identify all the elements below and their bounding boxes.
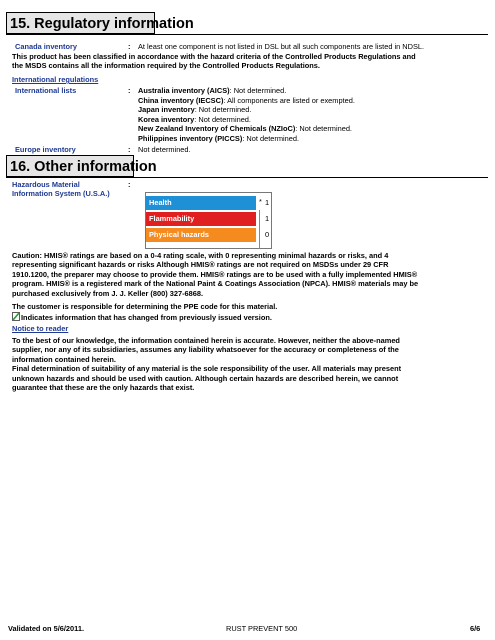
list-item-value: : Not determined. <box>242 133 300 143</box>
list-item-name: Korea inventory <box>138 114 195 124</box>
notice-to-reader-heading: Notice to reader <box>12 324 69 333</box>
footer-product-name: RUST PREVENT 500 <box>226 624 298 633</box>
list-item <box>138 134 355 144</box>
list-item-name: China inventory (IECSC) <box>138 95 224 105</box>
section-16-title: 16. Other information <box>6 155 134 177</box>
caution-line: representing significant hazards or risks Although HMIS® ratings are not required on MSDSs under 29 CFR <box>12 260 389 270</box>
footer-page-number: 6/6 <box>470 624 481 633</box>
list-item <box>138 86 355 96</box>
list-item-name: Australia inventory (AICS) <box>138 86 230 95</box>
list-item-name: New Zealand Inventory of Chemicals (NZIoC) <box>138 124 296 134</box>
notice-line: supplier, nor any of its subsidiaries, assumes any liability whatsoever for the accuracy or completeness of the <box>12 345 399 355</box>
list-item <box>138 105 355 115</box>
caution-paragraph <box>12 251 486 298</box>
hmis-physical-label: Physical hazards <box>146 228 256 242</box>
colon: : <box>128 145 131 154</box>
hmis-row-health <box>146 196 273 210</box>
classification-note-line: the MSDS contains all the information required by the Controlled Products Regulations. <box>12 61 320 71</box>
colon: : <box>128 42 131 51</box>
notice-line: information contained herein. <box>12 354 116 364</box>
hmis-label-line: Information System (U.S.A.) <box>12 189 110 199</box>
hmis-label <box>12 180 110 199</box>
canada-inventory-label: Canada inventory <box>15 42 78 51</box>
changed-note: Indicates information that has changed from previously issued version. <box>21 313 272 322</box>
section-16-rule <box>6 177 488 178</box>
hmis-flammability-label: Flammability <box>146 212 256 226</box>
list-item-value: : Not determined. <box>194 105 252 115</box>
notice-line: Final determination of suitability of any material is the sole responsibility of the user. All materials may present <box>12 364 402 374</box>
hmis-rating-box <box>145 192 272 249</box>
section-15-rule <box>6 34 488 35</box>
list-item-value: : Not determined. <box>229 86 287 95</box>
section-15-title: 15. Regulatory information <box>6 12 155 34</box>
hmis-health-label: Health <box>146 196 256 210</box>
colon: : <box>128 180 131 189</box>
caution-line: 1910.1200, the preparer may choose to provide them. HMIS® ratings are to be used with a fully implemented HMIS® <box>12 269 418 279</box>
hmis-divider <box>259 210 260 249</box>
footer-validated: Validated on 5/6/2011. <box>8 624 84 633</box>
caution-line: program. HMIS® is a registered mark of the National Paint & Coatings Association (NPCA). HMIS® materials may be <box>12 279 419 289</box>
list-item-value: : Not determined. <box>194 114 251 124</box>
hmis-flammability-value: 1 <box>265 214 270 223</box>
colon: : <box>128 86 131 95</box>
hmis-health-value: 1 <box>265 198 270 207</box>
classification-note-line: This product has been classified in accordance with the hazard criteria of the Controlled Products Regulations and <box>12 52 416 61</box>
notice-line: unknown hazards and should be used with caution. Although certain hazards are described herein, we cannot <box>12 373 399 383</box>
caution-line: purchased exclusively from J. J. Keller (800) 327-6868. <box>12 288 204 298</box>
list-item <box>138 96 355 106</box>
hmis-label-line: Hazardous Material <box>12 180 80 189</box>
list-item-value: : Not determined. <box>295 124 352 134</box>
notice-line: guarantee that these are the only hazards that exist. <box>12 383 195 393</box>
ppe-note: The customer is responsible for determining the PPE code for this material. <box>12 302 278 311</box>
list-item-name: Japan inventory <box>138 105 195 115</box>
europe-inventory-label: Europe inventory <box>15 145 76 154</box>
hmis-chronic-flag: * <box>259 197 262 206</box>
international-lists-label: International lists <box>15 86 77 95</box>
canada-inventory-value: At least one component is not listed in DSL but all such components are listed in NDSL. <box>138 42 425 51</box>
list-item-name: Philippines inventory (PICCS) <box>138 133 243 143</box>
list-item <box>138 115 355 125</box>
caution-line: Caution: HMIS® ratings are based on a 0-4 rating scale, with 0 representing minimal hazards or risks, and 4 <box>12 251 389 260</box>
list-item <box>138 124 355 134</box>
classification-note <box>12 52 486 71</box>
changed-marker-icon <box>12 312 20 323</box>
hmis-row-flammability <box>146 212 273 226</box>
international-regulations-heading: International regulations <box>12 75 99 84</box>
international-lists <box>138 86 355 144</box>
europe-inventory-value: Not determined. <box>138 145 191 154</box>
hmis-row-physical <box>146 228 273 242</box>
list-item-value: : All components are listed or exempted. <box>223 95 355 105</box>
hmis-physical-value: 0 <box>265 230 270 239</box>
notice-paragraph <box>12 336 486 392</box>
notice-line: To the best of our knowledge, the information contained herein is accurate. However, neither the above-named <box>12 336 400 345</box>
